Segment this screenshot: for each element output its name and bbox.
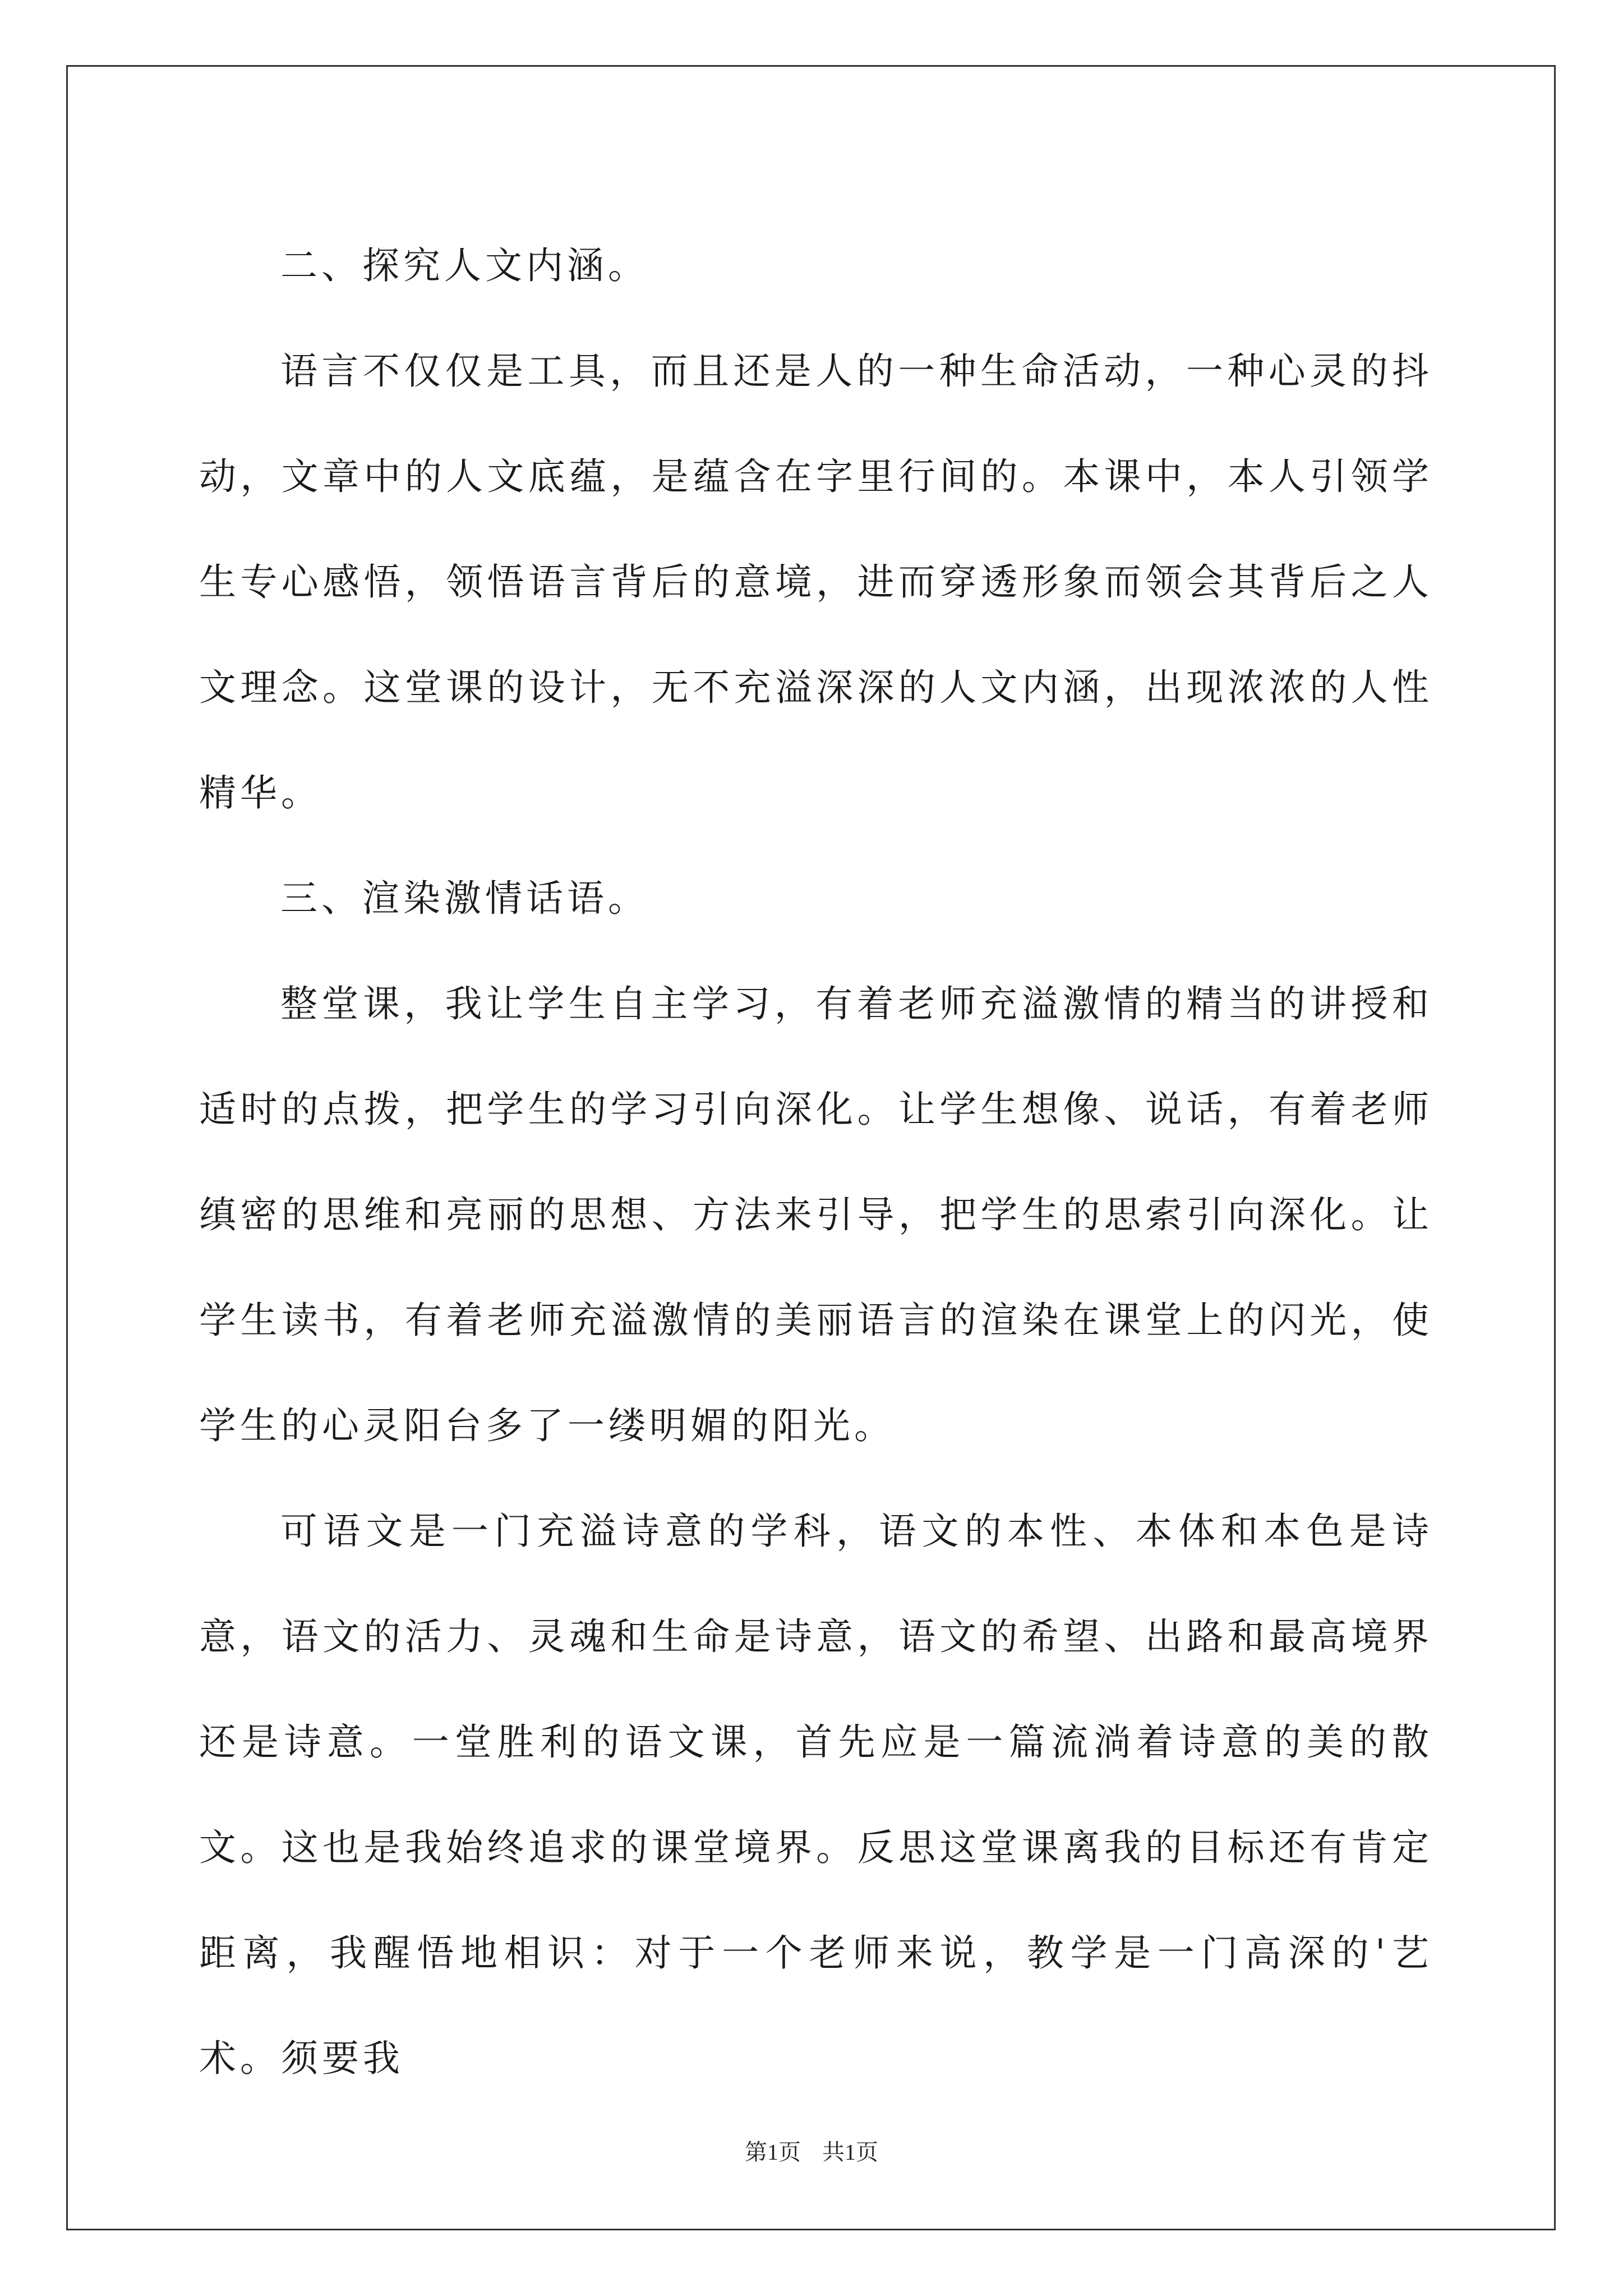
document-body: [199, 213, 1433, 2111]
page-total: 共1页: [822, 2139, 878, 2165]
section-heading-3: 三、渲染激情话语。: [280, 877, 649, 920]
paragraph-poetic-chinese: 可语文是一门充溢诗意的学科，语文的本性、本体和本色是诗意，语文的活力、灵魂和生命是诗意，语文的希望、出路和最高境界还是诗意。一堂胜利的语文课，首先应是一篇流淌着诗意的美的散文。这也是我始终追求的课堂境界。反思这堂课离我的目标还有肯定距离，我醒悟地相识：对于一个老师来说，教学是一门高深的'艺术。须要我: [199, 1510, 1433, 2080]
section-heading-2: 二、探究人文内涵。: [280, 244, 649, 287]
page-number: 第1页: [745, 2139, 801, 2165]
paragraph-humanistic-connotation: 语言不仅仅是工具，而且还是人的一种生命活动，一种心灵的抖动，文章中的人文底蕴，是蕴含在字里行间的。本课中，本人引领学生专心感悟，领悟语言背后的意境，进而穿透形象而领会其背后之人文理念。这堂课的设计，无不充溢深深的人文内涵，出现浓浓的人性精华。: [199, 349, 1433, 815]
page-footer: [0, 2134, 1623, 2166]
paragraph-passionate-language: 整堂课，我让学生自主学习，有着老师充溢激情的精当的讲授和适时的点拨，把学生的学习引向深化。让学生想像、说话，有着老师缜密的思维和亮丽的思想、方法来引导，把学生的思索引向深化。让学生读书，有着老师充溢激情的美丽语言的渲染在课堂上的闪光，使学生的心灵阳台多了一缕明媚的阳光。: [199, 982, 1433, 1447]
